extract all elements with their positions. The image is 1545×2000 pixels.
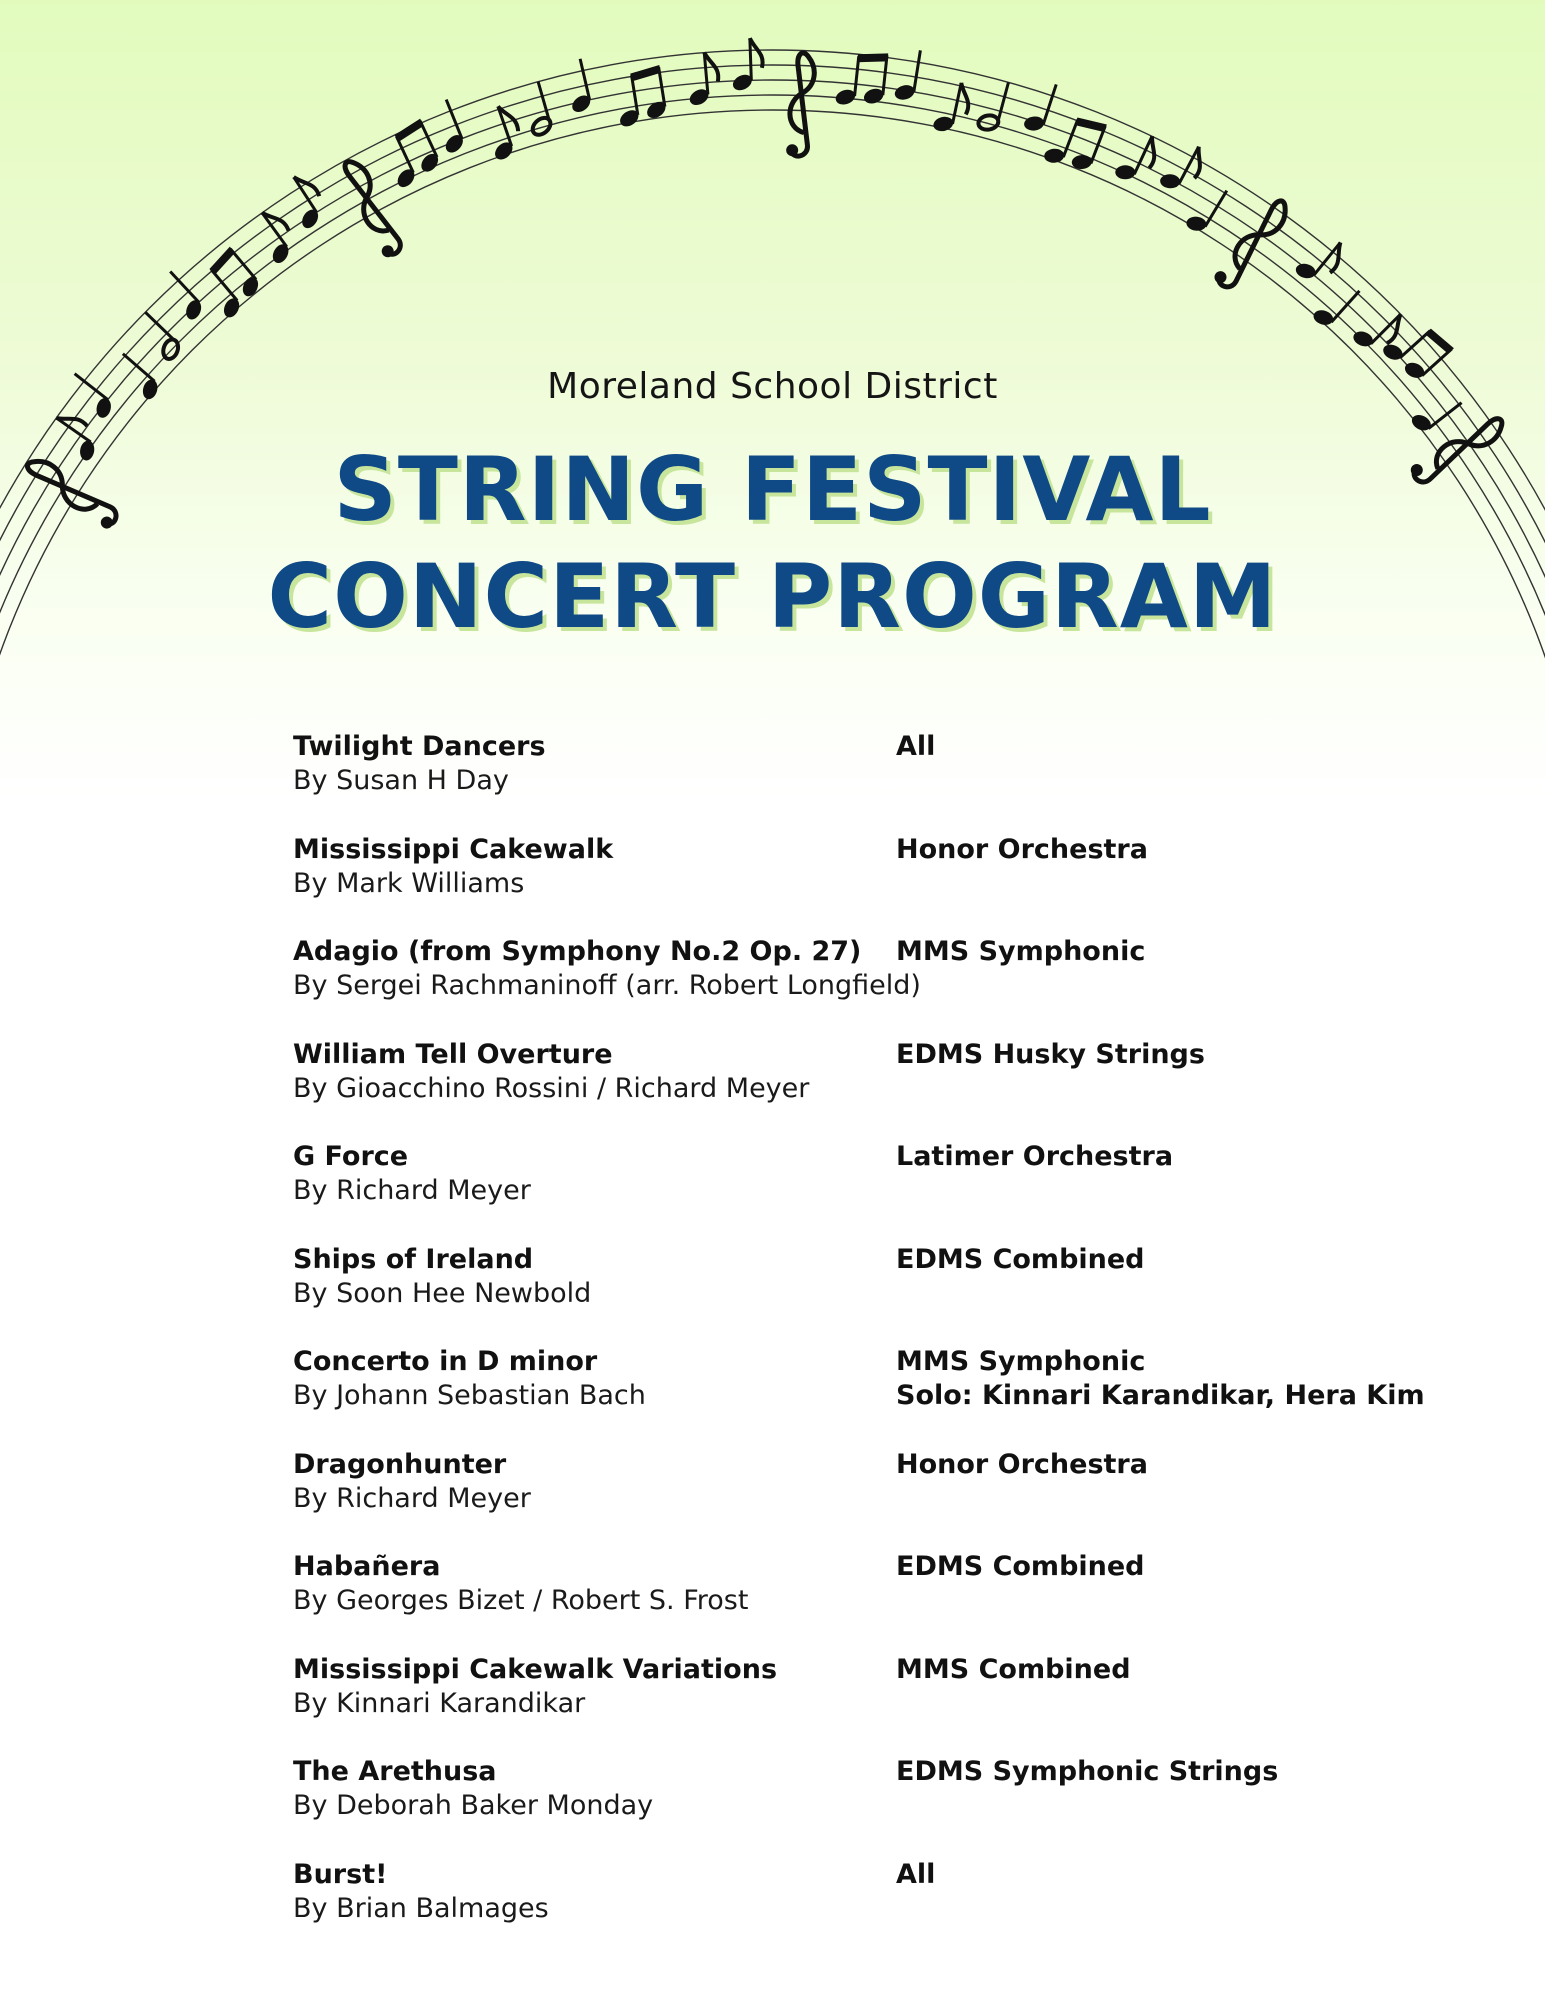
piece-title: William Tell Overture bbox=[293, 1038, 613, 1070]
piece bbox=[293, 1345, 883, 1413]
ensemble: MMS Combined bbox=[896, 1653, 1131, 1685]
piece-title: Burst! bbox=[293, 1858, 388, 1890]
program-row bbox=[293, 1858, 1493, 1961]
piece-composer: By Georges Bizet / Robert S. Frost bbox=[293, 1585, 749, 1616]
piece bbox=[293, 1448, 883, 1516]
program-row bbox=[293, 1755, 1493, 1858]
program-row bbox=[293, 833, 1493, 936]
beamed-notes-icon bbox=[192, 245, 270, 323]
piece-composer: By Deborah Baker Monday bbox=[293, 1790, 654, 1821]
ensemble: EDMS Combined bbox=[896, 1551, 1145, 1582]
piece bbox=[293, 1140, 883, 1208]
soloists: Solo: Kinnari Karandikar, Hera Kim bbox=[896, 1380, 1425, 1411]
ensemble bbox=[896, 1345, 1425, 1413]
ensemble: Honor Orchestra bbox=[896, 1448, 1148, 1480]
piece bbox=[293, 833, 883, 901]
piece-title: Mississippi Cakewalk Variations bbox=[293, 1653, 778, 1685]
staff-line bbox=[0, 50, 1545, 800]
piece bbox=[293, 1858, 883, 1926]
program-row bbox=[293, 935, 1493, 1038]
piece-composer: By Mark Williams bbox=[293, 867, 525, 899]
piece-composer: By Soon Hee Newbold bbox=[293, 1277, 592, 1309]
quarter-note-icon bbox=[1307, 277, 1361, 334]
staff-lines bbox=[0, 50, 1545, 800]
title-line-1: STRING FESTIVAL bbox=[333, 438, 1212, 541]
piece-composer: By Brian Balmages bbox=[293, 1892, 549, 1924]
ensemble: Honor Orchestra bbox=[896, 833, 1148, 865]
piece bbox=[293, 1755, 883, 1823]
piece-title: Ships of Ireland bbox=[293, 1243, 534, 1275]
program-row bbox=[293, 730, 1493, 833]
piece-composer: By Richard Meyer bbox=[293, 1482, 531, 1514]
piece-composer: By Sergei Rachmaninoff (arr. Robert Longfield) bbox=[293, 970, 921, 1001]
ensemble: MMS Symphonic bbox=[896, 936, 1146, 967]
treble-clef-icon bbox=[786, 52, 815, 156]
ensemble: All bbox=[896, 731, 936, 762]
eighth-note-icon bbox=[683, 51, 721, 108]
treble-clef-icon bbox=[1212, 194, 1292, 293]
piece bbox=[293, 1038, 883, 1106]
piece bbox=[293, 1550, 883, 1618]
program-list bbox=[293, 730, 1493, 1960]
piece bbox=[293, 1653, 883, 1721]
piece-title: Twilight Dancers bbox=[293, 731, 546, 762]
piece-title: Concerto in D minor bbox=[293, 1346, 598, 1377]
piece-title: Mississippi Cakewalk bbox=[293, 833, 614, 865]
ensemble: All bbox=[896, 1858, 936, 1890]
beamed-notes-icon bbox=[1039, 107, 1109, 180]
piece-composer: By Richard Meyer bbox=[293, 1175, 531, 1206]
ensemble-name: MMS Symphonic bbox=[896, 1346, 1146, 1377]
piece bbox=[293, 1243, 883, 1311]
piece bbox=[293, 935, 921, 1003]
program-row bbox=[293, 1550, 1493, 1653]
staff-line bbox=[0, 65, 1545, 800]
piece-title: Adagio (from Symphony No.2 Op. 27) bbox=[293, 936, 862, 967]
treble-clef-icon bbox=[335, 156, 407, 259]
program-row bbox=[293, 1345, 1493, 1448]
piece-composer: By Gioacchino Rossini / Richard Meyer bbox=[293, 1072, 810, 1104]
program-row bbox=[293, 1653, 1493, 1756]
half-note-icon bbox=[518, 81, 556, 140]
program-row bbox=[293, 1038, 1493, 1141]
piece-composer: By Johann Sebastian Bach bbox=[293, 1380, 646, 1411]
piece-composer: By Susan H Day bbox=[293, 765, 509, 796]
district-name: Moreland School District bbox=[547, 366, 998, 407]
title-line-2: CONCERT PROGRAM bbox=[267, 545, 1278, 648]
ensemble: EDMS Combined bbox=[896, 1243, 1145, 1275]
program-row bbox=[293, 1140, 1493, 1243]
piece bbox=[293, 730, 883, 798]
ensemble: EDMS Husky Strings bbox=[896, 1038, 1205, 1070]
program-row bbox=[293, 1243, 1493, 1346]
program-row bbox=[293, 1448, 1493, 1551]
ensemble: Latimer Orchestra bbox=[896, 1141, 1174, 1172]
piece-title: The Arethusa bbox=[293, 1756, 497, 1787]
piece-composer: By Kinnari Karandikar bbox=[293, 1687, 586, 1719]
ensemble: EDMS Symphonic Strings bbox=[896, 1756, 1279, 1787]
piece-title: Dragonhunter bbox=[293, 1448, 507, 1480]
piece-title: G Force bbox=[293, 1141, 409, 1172]
piece-title: Habañera bbox=[293, 1551, 441, 1582]
